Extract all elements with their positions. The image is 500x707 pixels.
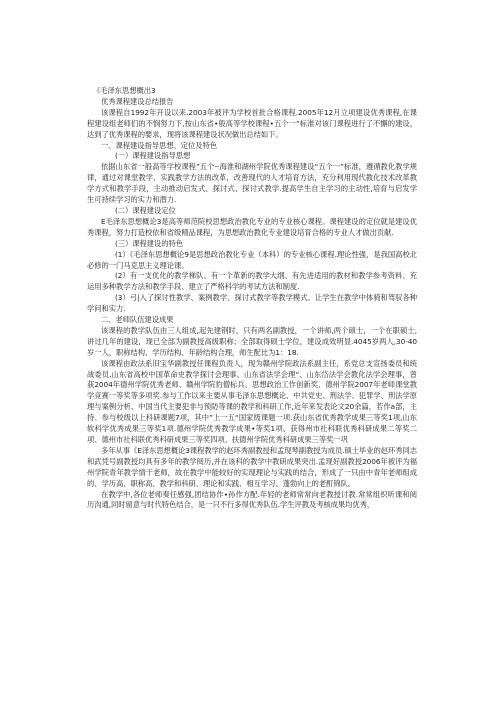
paragraph: 《毛泽东思想概出3 xyxy=(93,86,156,95)
paragraph: 该课程由政法系旧宝华副教授任课程负责人，现为赣州学院政法系副主任，系党总支宣扬委员和统战委员,山东省高校中国革命史教学探讨会理事、山东省法学会理“、山东岱法学会教化法学会理事，曾获2004年德州学院优秀老师、赣州学院豹僧标兵、思想政治工作创新奖、德州学院2007年老师课堂教学竞赛一等奖等多项奖.参与工作以来主要从事毛泽东思想概论、中共党史、刑法学、犯罪学、刑法学原理与案例分析、中国当代主要犯非与预防等课的教学和科研工作,近年来发表论文20余篇，若作a部，主持、参与校级以上科研课题7项，其中”上一五“国家级课题一项.获山东省优秀教学成果三等奖1项,山东软科学优秀成果三等奖1项.德州学院优秀教学成果•等奖1项、获得州市社科联优秀科研成果二等奖二项、德州市社科联优秀科研成果三等奖四项、扶德州学院优秀科研成果三等奖一巩 xyxy=(87,358,417,444)
paragraph: (1）《毛泽东思想概论9是思想政治教化专业（本科）的专业核心课程.理论性强，是我国高校北必修的一门马克思主义理论课。 xyxy=(87,249,417,270)
paragraph: (2）有一支优化的教学梯队、有一个革新的教学大纲、有先进适用的教材和教学参考资料、充运用多种教学方法和教学手段、建立了严格科学的考试方法和制度. xyxy=(87,271,417,292)
paragraph: 多年从事《E泽东思想概论3课程教学的赵环秀副教授和孟现琴副教授为成员.硕士毕业的赵环秀同志和武凭号副教授均具有多年的教学阅历,并在该科的教学中教研成果突出.孟现好副教授2006年被评为福州学院青年教学情干老师，故在教学中能较好的实现理论与实践的结合，形成了一只由中青年老师组成的、学历高、职称高、教学和科研、理论和实践、相互学习、蓬勃向上的老酊锦队。 xyxy=(87,445,417,488)
paragraph: 该课程的教学队伍由三人组成,起先建钢时，只有两名副教授，一个讲师,两个硕士，一个在职硕士,讲过几年的建设，现已全部为副教授高级职称；全部取得硕士学位，建设成效明显.4045岁两人,30-40岁一人，职称结构、学历结构、年龄结构合理，师生配比为1：18. xyxy=(87,325,417,357)
paragraph: 在教学中,各位老师奏任感强,团结协作•孙作方配.年轻的老师常常向老教授讨教.常常组织听课和阅历沟通,同时留意与时代特色结合，是一只不行多得优秀队伍.学生评教及考核成果均优秀， xyxy=(87,489,417,510)
paragraph: 一、课程建设指导思想、定位及特色 xyxy=(101,140,217,150)
paragraph: (三）课程建设的特色 xyxy=(115,238,184,248)
paragraph: (二）课程建设定位 xyxy=(115,205,176,215)
paragraph: (一）课程建设指导思想 xyxy=(115,151,191,161)
paragraph: 依据山东省一般高等学校课程”五个--海淮和湖州学院优秀课程建设“五个一”标准，遵循教化教学规律，通过对课堂教学、实践教学方法的改革，改善现代的人才培育方法，充分利用现代教化技术改革教学方式和教学手段，主动推动启发式、探讨式、探讨式教学.提高学生自主学习的主动性,培育与启发学生可持续学习的实力和潜力. xyxy=(87,162,417,205)
paragraph: 优秀课程建设总结报告 xyxy=(101,96,174,106)
paragraph: 二、老师队伍建设成果 xyxy=(101,315,174,325)
paragraph: (3）弓|入了探讨性教学、案例教学、探讨式教学等教学模式。让学生在教学中体骑和驾驭各种学问和实力. xyxy=(87,293,417,314)
paragraph: 该课程自1992年开设以来.2003年被评为学校首批合格课程.2005年12月立项建设优秀课程,在课程建设组老师们的不悯努力下,按山东省•般高等学校课程•五个一”标准对该门课程进行了不懈的建设，达到了优秀课程的要求，现将该课程建设状况做出总结如下。 xyxy=(87,107,417,139)
paragraph: E毛泽东思想概论3是高等师范院校思想政治教化专业的专业核心课程。课程建设的定位就是建设优秀课程，努力打造校依和省级精品课程，为思想政治教化专业建设培育合格的专业人才做出贡献. xyxy=(87,216,417,237)
document-page xyxy=(87,86,417,511)
